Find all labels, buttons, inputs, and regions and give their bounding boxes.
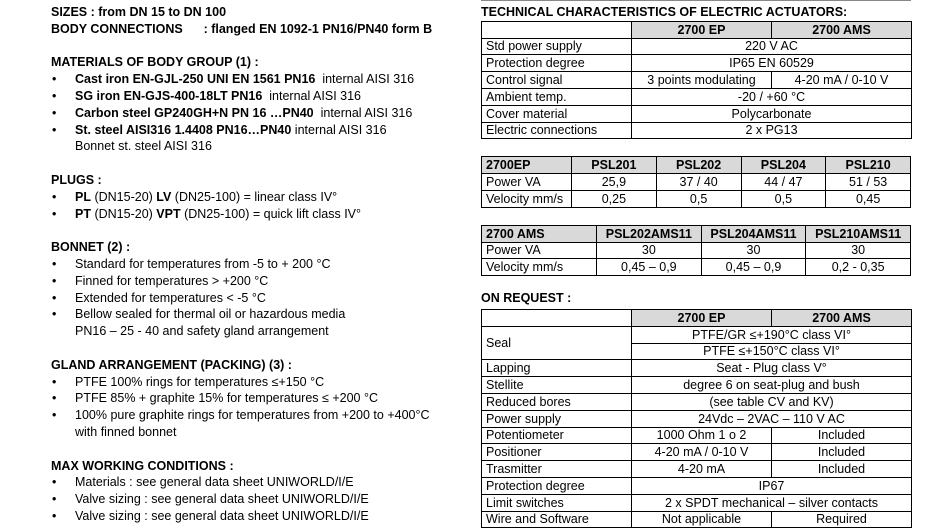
table-row: Velocity mm/s 0,45 – 0,9 0,45 – 0,9 0,2 - 0,35 — [482, 259, 911, 276]
table-header-cell: PSL204AMS11 — [701, 225, 806, 242]
material-item: • SG iron EN-GJS-400-18LT PN16 internal AISI 316 — [51, 88, 466, 105]
gland-note: with finned bonnet — [75, 424, 177, 439]
table-row: Ambient temp. -20 / +60 °C — [482, 88, 912, 105]
sizes-heading: SIZES : from DN 15 to DN 100 — [51, 5, 227, 19]
table-row: Cover material Polycarbonate — [482, 105, 912, 122]
table-row: Wire and Software Not applicable Required — [482, 511, 912, 528]
table-row: Power VA 25,9 37 / 40 44 / 47 51 / 53 — [482, 174, 911, 191]
left-column — [51, 4, 466, 525]
material-item: • Carbon steel GP240GH+N PN 16 …PN40 internal AISI 316 — [51, 105, 466, 122]
table-header-cell: 2700 AMS — [482, 225, 597, 242]
table-header-cell: 2700EP — [482, 157, 572, 174]
max-item: • Valve sizing : see general data sheet UNIWORLD/I/E — [51, 508, 466, 525]
gland-heading: GLAND ARRANGEMENT (PACKING) (3) : — [51, 357, 292, 372]
ams-table — [481, 225, 911, 276]
table-header-cell — [482, 309, 632, 326]
table-row: Protection degree IP65 EN 60529 — [482, 55, 912, 72]
table-header-cell: PSL201 — [572, 157, 657, 174]
table-row: Electric connections 2 x PG13 — [482, 122, 912, 139]
plug-item: • PT (DN15-20) VPT (DN25-100) = quick lift class IV° — [51, 206, 466, 223]
table-row: Positioner 4-20 mA / 0-10 V Included — [482, 444, 912, 461]
ep-table — [481, 156, 911, 207]
max-conditions-heading: MAX WORKING CONDITIONS : — [51, 458, 234, 473]
table-row: Trasmitter 4-20 mA Included — [482, 461, 912, 478]
table-row: Limit switches 2 x SPDT mechanical – silver contacts — [482, 494, 912, 511]
table-header-cell: PSL204 — [741, 157, 826, 174]
table-header-cell: 2700 EP — [632, 309, 772, 326]
table-row: Reduced bores (see table CV and KV) — [482, 393, 912, 410]
on-request-heading: ON REQUEST : — [481, 291, 572, 306]
table-header-cell: PSL210AMS11 — [806, 225, 911, 242]
materials-heading: MATERIALS OF BODY GROUP (1) : — [51, 55, 259, 70]
max-item: • Valve sizing : see general data sheet UNIWORLD/I/E — [51, 491, 466, 508]
table-row: Seal PTFE/GR ≤+190°C class VI° — [482, 326, 912, 343]
table-row: Potentiometer 1000 Ohm 1 o 2 Included — [482, 427, 912, 444]
material-item: • St. steel AISI316 1.4408 PN16…PN40 internal AISI 316 — [51, 122, 466, 139]
bonnet-note: PN16 – 25 - 40 and safety gland arrangement — [75, 324, 329, 339]
bonnet-heading: BONNET (2) : — [51, 240, 131, 255]
table-row: Std power supply 220 V AC — [482, 38, 912, 55]
bonnet-item: • Finned for temperatures > +200 °C — [51, 273, 466, 290]
material-item: • Cast iron EN-GJL-250 UNI EN 1561 PN16 internal AISI 316 — [51, 71, 466, 88]
table-header-cell: PSL202AMS11 — [597, 225, 702, 242]
right-column — [481, 0, 911, 528]
table-header-cell — [482, 21, 632, 38]
table-row: Control signal 3 points modulating 4-20 mA / 0-10 V — [482, 72, 912, 89]
plugs-heading: PLUGS : — [51, 172, 102, 187]
table-row: Protection degree IP67 — [482, 477, 912, 494]
table-row: Lapping Seat - Plug class V° — [482, 360, 912, 377]
bonnet-item: • Bellow sealed for thermal oil or hazardous media — [51, 306, 466, 323]
gland-item: • 100% pure graphite rings for temperatures from +200 to +400°C — [51, 407, 466, 424]
table-row: Stellite degree 6 on seat-plug and bush — [482, 377, 912, 394]
bonnet-item: • Standard for temperatures from -5 to + 200 °C — [51, 256, 466, 273]
table-header-cell: PSL210 — [826, 157, 911, 174]
on-request-table — [481, 309, 912, 528]
body-connections-heading: BODY CONNECTIONS : flanged EN 1092-1 PN16/PN40 form B — [51, 21, 433, 36]
plug-item: • PL (DN15-20) LV (DN25-100) = linear class IV° — [51, 189, 466, 206]
table-header-cell: 2700 EP — [632, 21, 772, 38]
max-item: • Materials : see general data sheet UNIWORLD/I/E — [51, 474, 466, 491]
gland-item: • PTFE 100% rings for temperatures ≤+150 °C — [51, 374, 466, 391]
table-header-cell: 2700 AMS — [772, 21, 912, 38]
table-row: Power VA 30 30 30 — [482, 242, 911, 259]
bonnet-item: • Extended for temperatures < -5 °C — [51, 290, 466, 307]
table-row: Power supply 24Vdc – 2VAC – 110 V AC — [482, 410, 912, 427]
tech-heading: TECHNICAL CHARACTERISTICS OF ELECTRIC ACTUATORS: — [481, 5, 848, 19]
material-note: Bonnet st. steel AISI 316 — [75, 139, 212, 154]
gland-item: • PTFE 85% + graphite 15% for temperatures ≤ +200 °C — [51, 390, 466, 407]
table-header-cell: 2700 AMS — [772, 309, 912, 326]
table-row: PTFE ≤+150°C class VI° — [482, 343, 912, 360]
tech-table — [481, 21, 912, 140]
table-row: Velocity mm/s 0,25 0,5 0,5 0,45 — [482, 190, 911, 207]
table-header-cell: PSL202 — [656, 157, 741, 174]
